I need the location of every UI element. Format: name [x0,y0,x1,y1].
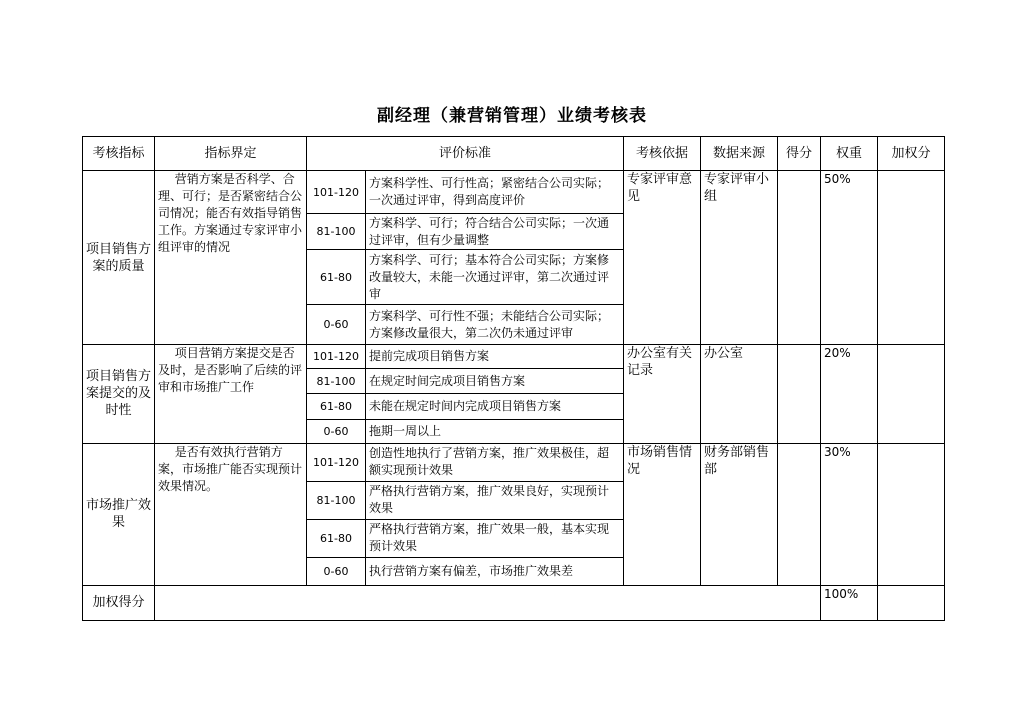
footer-label: 加权得分 [83,585,155,620]
header-weight: 权重 [821,137,878,171]
table-row [83,443,945,481]
page-title: 副经理（兼营销管理）业绩考核表 [377,106,647,126]
score-cell [778,443,821,585]
source-cell: 财务部销售部 [701,443,778,585]
header-score: 得分 [778,137,821,171]
criterion-text: 严格执行营销方案，推广效果良好，实现预计效果 [366,481,624,519]
score-range: 81-100 [307,369,366,394]
footer-weighted-total [878,585,945,620]
basis-cell: 办公室有关记录 [624,345,701,443]
score-range: 61-80 [307,519,366,557]
criterion-text: 方案科学性、可行性高；紧密结合公司实际；一次通过评审，得到高度评价 [366,171,624,214]
score-range: 61-80 [307,250,366,305]
header-row [83,137,945,171]
criterion-text: 在规定时间完成项目销售方案 [366,369,624,394]
table-row [83,171,945,214]
header-criteria: 评价标准 [307,137,624,171]
score-cell [778,171,821,345]
score-range: 101-120 [307,443,366,481]
criterion-text: 方案科学、可行；符合结合公司实际；一次通过评审，但有少量调整 [366,214,624,250]
criterion-text: 严格执行营销方案，推广效果一般，基本实现预计效果 [366,519,624,557]
criterion-text: 拖期一周以上 [366,419,624,443]
criterion-text: 创造性地执行了营销方案，推广效果极佳，超额实现预计效果 [366,443,624,481]
header-indicator: 考核指标 [83,137,155,171]
weight-cell: 20% [821,345,878,443]
score-range: 101-120 [307,345,366,369]
basis-cell: 市场销售情况 [624,443,701,585]
definition-cell: 是否有效执行营销方案，市场推广能否实现预计效果情况。 [155,443,307,585]
criterion-text: 方案科学、可行性不强；未能结合公司实际；方案修改量很大，第二次仍未通过评审 [366,305,624,345]
criterion-text: 执行营销方案有偏差，市场推广效果差 [366,557,624,585]
assessment-table [82,136,945,621]
definition-cell: 营销方案是否科学、合理、可行；是否紧密结合公司情况；能否有效指导销售工作。方案通过专家评审小组评审的情况 [155,171,307,345]
score-range: 81-100 [307,214,366,250]
criterion-text: 提前完成项目销售方案 [366,345,624,369]
indicator-cell: 项目销售方案的质量 [83,171,155,345]
weighted-cell [878,171,945,345]
header-weighted: 加权分 [878,137,945,171]
footer-weight-total: 100% [821,585,878,620]
indicator-cell: 市场推广效果 [83,443,155,585]
weighted-cell [878,443,945,585]
score-range: 0-60 [307,557,366,585]
score-range: 81-100 [307,481,366,519]
footer-row [83,585,945,620]
basis-cell: 专家评审意见 [624,171,701,345]
weight-cell: 30% [821,443,878,585]
source-cell: 专家评审小组 [701,171,778,345]
score-range: 101-120 [307,171,366,214]
footer-blank [155,585,821,620]
indicator-cell: 项目销售方案提交的及时性 [83,345,155,443]
criterion-text: 方案科学、可行；基本符合公司实际；方案修改量较大，未能一次通过评审，第二次通过评审 [366,250,624,305]
header-source: 数据来源 [701,137,778,171]
score-cell [778,345,821,443]
table-row [83,345,945,369]
header-definition: 指标界定 [155,137,307,171]
criterion-text: 未能在规定时间内完成项目销售方案 [366,394,624,419]
header-basis: 考核依据 [624,137,701,171]
source-cell: 办公室 [701,345,778,443]
score-range: 0-60 [307,419,366,443]
score-range: 0-60 [307,305,366,345]
weighted-cell [878,345,945,443]
definition-cell: 项目营销方案提交是否及时，是否影响了后续的评审和市场推广工作 [155,345,307,443]
score-range: 61-80 [307,394,366,419]
weight-cell: 50% [821,171,878,345]
